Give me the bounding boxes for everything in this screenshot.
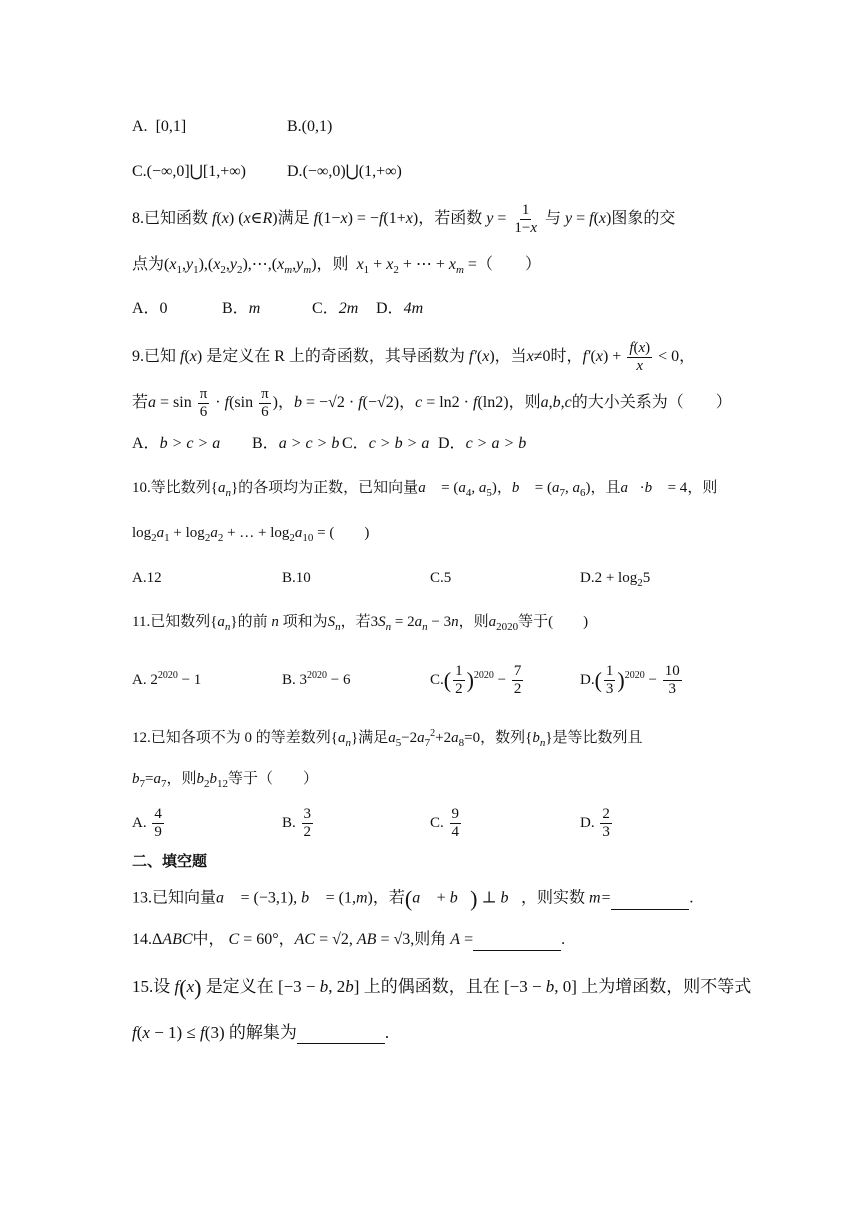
q7-option-c: C.(−∞,0]⋃[1,+∞) bbox=[132, 163, 246, 180]
q10-option-c: C.5 bbox=[430, 570, 452, 586]
q14-stem: 14.ΔABC中， C = 60°，AC = √2, AB = √3,则角 A = . bbox=[132, 928, 820, 951]
q12-stem-line2: $b_7=a_7$，则$b_2b_{12}$等于（ ） bbox=[132, 771, 318, 790]
q13-answer-blank[interactable] bbox=[611, 887, 689, 910]
q8-option-d: D．4m bbox=[376, 300, 424, 317]
q10-stem-line2: $\log_2a_1 + \log_2a_2$ + … + $\log_2a_{10}$ = ( ) bbox=[132, 525, 370, 544]
q8-options bbox=[132, 298, 820, 320]
q7-option-d: D.(−∞,0)⋃(1,+∞) bbox=[287, 163, 402, 180]
q11-option-a: A. $2^{2020} - 1$ bbox=[132, 669, 202, 688]
q8-stem-line2: 点为$(x_1,y_1),(x_2,y_2),\cdots,(x_m,y_m)$，则 $x_1 + x_2$ + ⋯ + $x_m$ =（ ） bbox=[132, 256, 541, 277]
q9-option-b: B．a > c > b bbox=[252, 435, 340, 452]
q12-option-d: D. $\frac{2}{3}$ bbox=[580, 806, 610, 840]
q15-answer-blank[interactable] bbox=[297, 1021, 385, 1044]
q9-stem-line2: 若a = sin $\frac{\pi}{6}$ · f(sin $\frac{\pi}{6}$ )，b = −√2 · f(−√2)，c = ln2 · f(ln2)，则a,b,c的大小关系为（ ） bbox=[132, 386, 732, 420]
q8-stem-line1: 8.已知函数 f(x) (x∈R)满足 f(1−x) = −f(1+x)，若函数 y = $\frac{1}{1-x}$ 与 y = f(x)图象的交 bbox=[132, 202, 676, 236]
q13-stem: 13.已知向量a⃗ = (−3,1), b⃗ = (1,m)，若(a⃗ + b⃗) ⊥ b⃗，则实数 m= . bbox=[132, 886, 694, 911]
q10-option-b: B.10 bbox=[282, 570, 311, 586]
q7-options-row2 bbox=[132, 161, 820, 183]
q9-option-d: D．c > a > b bbox=[438, 435, 527, 452]
q11-options bbox=[132, 663, 820, 698]
q9-options bbox=[132, 433, 820, 455]
q7-option-a: A. [0,1] bbox=[132, 118, 187, 135]
q12-option-c: C. $\frac{9}{4}$ bbox=[430, 806, 460, 840]
q11-option-c: C.( $\frac{1}{2}$ )$^{2020}$ − $\frac{7}{2}$ bbox=[430, 663, 522, 697]
q11-option-d: D.( $\frac{1}{3}$ )$^{2020}$ − $\frac{10}{3}$ bbox=[580, 663, 680, 697]
q9-option-c: C．c > b > a bbox=[342, 435, 430, 452]
q8-option-a: A．0 bbox=[132, 300, 168, 317]
q12-options bbox=[132, 806, 820, 841]
q7-options-row1 bbox=[132, 116, 820, 138]
q9-fraction-fx: $\frac{f(x)}{x}$ bbox=[629, 340, 651, 374]
q10-option-d: $D.2 + \log_25$ bbox=[580, 570, 651, 589]
q9-option-a: A．b > c > a bbox=[132, 435, 221, 452]
q15-stem-line2: f(x − 1) ≤ f(3) 的解集为 . bbox=[132, 1023, 390, 1042]
q9-fraction-pi6-a: $\frac{\pi}{6}$ bbox=[199, 386, 208, 420]
q11-stem: 11.已知数列$\{a_n\}$的前 n 项和为$S_n$，若$3S_n = 2a_n - 3n$，则$a_{2020}$等于( ) bbox=[132, 614, 589, 633]
q10-option-a: A.12 bbox=[132, 570, 162, 586]
q9-fraction-pi6-b: $\frac{\pi}{6}$ bbox=[261, 386, 269, 420]
q8-option-b: B．m bbox=[222, 300, 261, 317]
q8-option-c: C．2m bbox=[312, 300, 359, 317]
q7-option-b: B.(0,1) bbox=[287, 118, 333, 135]
q15-stem-line1: 15.设 f(x) 是定义在 [−3 − b, 2b] 上的偶函数，且在 [−3 − b, 0] 上为增函数，则不等式 bbox=[132, 975, 752, 1001]
section-heading-fill-in: 二、填空题 bbox=[132, 852, 208, 870]
q10-options bbox=[132, 567, 820, 594]
q9-stem-line1: 9.已知 f(x) 是定义在 R 上的奇函数，其导函数为 f′(x)，当x≠0时，f′(x) + $\frac{f(x)}{x}$ < 0， bbox=[132, 340, 696, 374]
q10-stem-line1: 10.等比数列$\{a_n\}$的各项均为正数，已知向量a⃗ = ($a_4$, $a_5$)，b⃗ = ($a_7$, $a_6$)，且a⃗·b⃗ = 4，则 bbox=[132, 480, 718, 499]
q11-option-b: B. $3^{2020} - 6$ bbox=[282, 669, 351, 688]
q12-stem-line1: 12.已知各项不为 0 的等差数列$\{a_n\}$满足$a_5-2a_7^2+2a_8=0$，数列$\{b_n\}$是等比数列且 bbox=[132, 728, 643, 749]
q8-fraction: $\frac{1}{1-x}$ bbox=[514, 202, 537, 236]
q12-option-a: A. $\frac{4}{9}$ bbox=[132, 806, 162, 840]
q12-option-b: B. $\frac{3}{2}$ bbox=[282, 806, 312, 840]
q14-answer-blank[interactable] bbox=[473, 928, 561, 951]
